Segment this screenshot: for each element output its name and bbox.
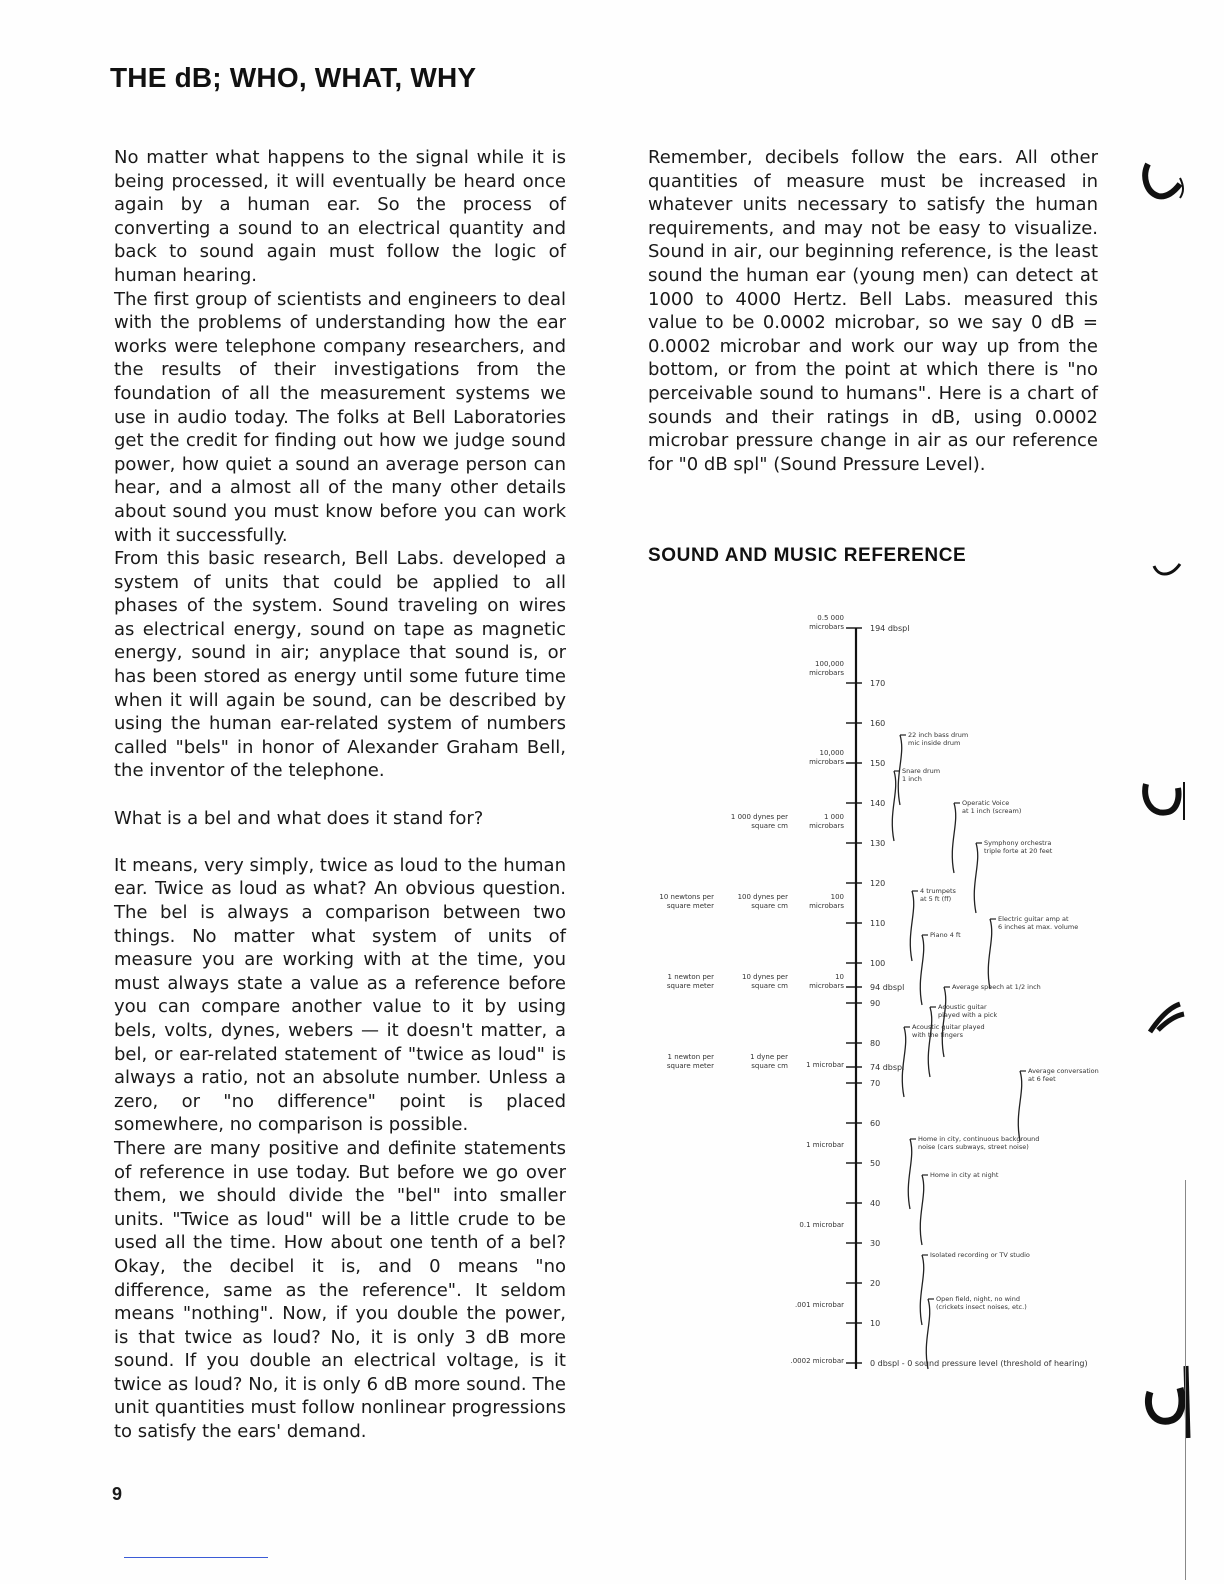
scale-tick-label: 50 xyxy=(870,1159,881,1168)
newton-label: 1 newton per xyxy=(667,1053,714,1061)
dyne-label: square cm xyxy=(751,982,788,990)
dyne-label: square cm xyxy=(751,902,788,910)
scale-tick-label: 20 xyxy=(870,1279,881,1288)
source-label: Snare drum xyxy=(902,767,941,775)
dyne-label: 1 dyne per xyxy=(750,1053,788,1061)
source-label: 4 trumpets xyxy=(920,887,956,895)
source-label: 22 inch bass drum xyxy=(908,731,969,739)
page-title: THE dB; WHO, WHAT, WHY xyxy=(110,62,477,93)
microbar-label: 100,000 xyxy=(815,659,844,668)
source-bracket xyxy=(952,803,955,873)
microbar-label: microbars xyxy=(809,758,844,766)
source-label: (crickets insect noises, etc.) xyxy=(936,1303,1027,1311)
source-bracket xyxy=(920,935,923,1005)
scale-tick-label: 70 xyxy=(870,1079,881,1088)
footer-rule xyxy=(124,1557,268,1558)
source-bracket xyxy=(910,891,913,961)
scale-tick-label: 110 xyxy=(870,919,886,928)
dyne-label: 100 dynes per xyxy=(737,893,788,901)
microbar-label: 0.5 000 xyxy=(817,614,844,622)
source-bracket xyxy=(920,1175,923,1245)
source-label: Acoustic guitar xyxy=(938,1003,987,1011)
margin-ink-mark xyxy=(1140,776,1190,824)
source-label: Piano 4 ft xyxy=(930,931,961,939)
source-label: played with a pick xyxy=(938,1011,998,1019)
page-number: 9 xyxy=(112,1484,123,1504)
microbar-label: 10,000 xyxy=(819,749,844,757)
source-bracket xyxy=(988,919,991,989)
scan-edge-line xyxy=(1185,1180,1186,1580)
source-label: 6 inches at max. volume xyxy=(998,923,1079,931)
source-label: Open field, night, no wind xyxy=(936,1295,1020,1303)
scale-tick-label: 140 xyxy=(870,799,886,808)
source-bracket xyxy=(908,1139,911,1209)
source-label: Average conversation xyxy=(1028,1067,1099,1075)
scale-tick-label: 120 xyxy=(870,879,886,888)
newton-label: square meter xyxy=(666,1062,714,1070)
source-bracket xyxy=(1018,1071,1021,1141)
paragraph: There are many positive and definite statements of reference in use today. But before we go over them, we should divide the "bel" into smaller units. "Twice as loud" will be a little crude to be used all the time. How about one tenth of a bel? Okay, the decibel it is, and 0 means "no difference, same as the reference". It seldom means "nothing". Now, if you double the power, is that twice as loud? No, it is only 3 dB more sound. If you double an electrical voltage, is it twice as loud? No, it is only 6 dB more sound. The unit quantities must follow nonlinear progressions to satisfy the ears' demand. xyxy=(114,1137,566,1443)
source-label: Home in city, continuous background xyxy=(918,1135,1040,1143)
microbar-label: 1 000 xyxy=(823,813,844,821)
scale-tick-label: 94 dbspl xyxy=(870,983,905,992)
microbar-label: 0.1 microbar xyxy=(799,1221,844,1229)
paragraph: The first group of scientists and engineers to deal with the problems of understanding how the ear works were telephone company researchers, and the results of their investigations from the foundation of all the measurement systems we use in audio today. The folks at Bell Laboratories get the credit for finding out how we judge sound power, how quiet a sound an average person can hear, and a almost all of the many other details about sound you must know before you can work with it successfully. xyxy=(114,288,566,546)
left-column xyxy=(114,146,566,1444)
source-label: 1 inch xyxy=(902,775,922,783)
source-label: at 1 inch (scream) xyxy=(962,807,1022,815)
dyne-label: square cm xyxy=(751,822,788,830)
scale-tick-label: 74 dbspl xyxy=(870,1063,905,1072)
scale-tick-label: 0 dbspl - 0 sound pressure level (threshold of hearing) xyxy=(870,1359,1088,1368)
source-label: triple forte at 20 feet xyxy=(984,847,1053,855)
microbar-label: microbars xyxy=(809,822,844,830)
scale-tick-label: 10 xyxy=(870,1319,881,1328)
scale-tick-label: 150 xyxy=(870,759,886,768)
source-label: with the fingers xyxy=(912,1031,963,1039)
microbar-label: .0002 microbar xyxy=(790,1357,844,1365)
source-label: Isolated recording or TV studio xyxy=(930,1251,1030,1259)
source-label: at 6 feet xyxy=(1028,1075,1056,1083)
microbar-label: microbars xyxy=(809,982,844,990)
margin-ink-mark xyxy=(1140,158,1190,208)
newton-label: 1 newton per xyxy=(667,973,714,981)
source-bracket xyxy=(902,1027,905,1097)
newton-label: square meter xyxy=(666,902,714,910)
margin-ink-mark xyxy=(1144,998,1188,1038)
sound-reference-chart xyxy=(640,600,1110,1368)
paragraph: No matter what happens to the signal while it is being processed, it will eventually be heard once again by a human ear. So the process of converting a sound to an electrical quantity and back to sound again must follow the logic of human hearing. xyxy=(114,147,566,286)
microbar-label: 1 microbar xyxy=(806,1141,844,1149)
microbar-label: .001 microbar xyxy=(794,1301,844,1309)
source-label: noise (cars subways, street noise) xyxy=(918,1143,1029,1151)
source-bracket xyxy=(974,843,977,913)
microbar-label: 10 xyxy=(835,973,844,981)
source-label: Average speech at 1/2 inch xyxy=(952,983,1041,991)
source-label: Operatic Voice xyxy=(962,799,1010,807)
source-label: Home in city at night xyxy=(930,1171,999,1179)
source-label: Electric guitar amp at xyxy=(998,915,1069,923)
scale-tick-label: 194 dbspl xyxy=(870,624,910,633)
dyne-label: 10 dynes per xyxy=(742,973,788,981)
scale-tick-label: 130 xyxy=(870,839,886,848)
question-line: What is a bel and what does it stand for? xyxy=(114,807,484,829)
scale-tick-label: 40 xyxy=(870,1199,881,1208)
microbar-label: 100 xyxy=(830,893,844,901)
scale-tick-label: 170 xyxy=(870,679,886,688)
source-label: Acoustic guitar played xyxy=(912,1023,985,1031)
paragraph: From this basic research, Bell Labs. developed a system of units that could be applied to all phases of the system. Sound traveling on wires as electrical energy, sound on tape as magnetic energy, sound in air; anyplace that sound is, or has been stored as energy until some future time when it will again be sound, can be described by using the human ear-related system of numbers called "bels" in honor of Alexander Graham Bell, the inventor of the telephone. xyxy=(114,548,566,782)
newton-label: square meter xyxy=(666,982,714,990)
scale-tick-label: 90 xyxy=(870,999,881,1008)
microbar-label: 1 microbar xyxy=(806,1061,844,1069)
paragraph: Remember, decibels follow the ears. All other quantities of measure must be increased in whatever units necessary to satisfy the human requirements, and may not be easy to visualize. Sound in air, our beginning reference, is the least sound the human ear (young men) can detect at 1000 to 4000 Hertz. Bell Labs. measured this value to be 0.0002 microbar, so we say 0 dB = 0.0002 microbar and work our way up from the bottom, or from the point at which there is "no perceivable sound to humans". Here is a chart of sounds and their ratings in dB, using 0.0002 microbar pressure change in air as our reference for "0 dB spl" (Sound Pressure Level). xyxy=(648,147,1098,475)
microbar-label: microbars xyxy=(809,668,844,677)
newton-label: 10 newtons per xyxy=(659,893,714,901)
scale-tick-label: 160 xyxy=(870,719,886,728)
source-bracket xyxy=(942,987,945,1057)
paragraph: It means, very simply, twice as loud to the human ear. Twice as loud as what? An obvious question. The bel is always a comparison between two things. No matter what system of units of measure you are working with at the time, you must always state a value as a reference before you can compare another value to it by using bels, volts, dynes, webers — it doesn't matter, a bel, or ear-related statement of "twice as loud" is always a ratio, not an absolute number. Unless a zero, or "no difference" point is placed somewhere, no comparison is possible. xyxy=(114,854,566,1136)
source-bracket xyxy=(920,1255,923,1325)
scale-tick-label: 30 xyxy=(870,1239,881,1248)
source-label: Symphony orchestra xyxy=(984,839,1052,847)
dyne-label: square cm xyxy=(751,1062,788,1070)
microbar-label: microbars xyxy=(809,623,844,631)
section-title: SOUND AND MUSIC REFERENCE xyxy=(648,545,967,566)
scale-tick-label: 80 xyxy=(870,1039,881,1048)
source-label: at 5 ft (ff) xyxy=(920,895,952,903)
source-label: mic inside drum xyxy=(908,739,961,747)
scale-tick-label: 100 xyxy=(870,959,886,968)
source-bracket xyxy=(928,1007,931,1077)
scale-tick-label: 60 xyxy=(870,1119,881,1128)
margin-ink-mark xyxy=(1150,556,1186,584)
source-bracket xyxy=(892,771,895,841)
margin-ink-mark xyxy=(1142,1362,1198,1442)
right-column xyxy=(648,146,1098,476)
microbar-label: microbars xyxy=(809,902,844,910)
dyne-label: 1 000 dynes per xyxy=(730,813,788,821)
